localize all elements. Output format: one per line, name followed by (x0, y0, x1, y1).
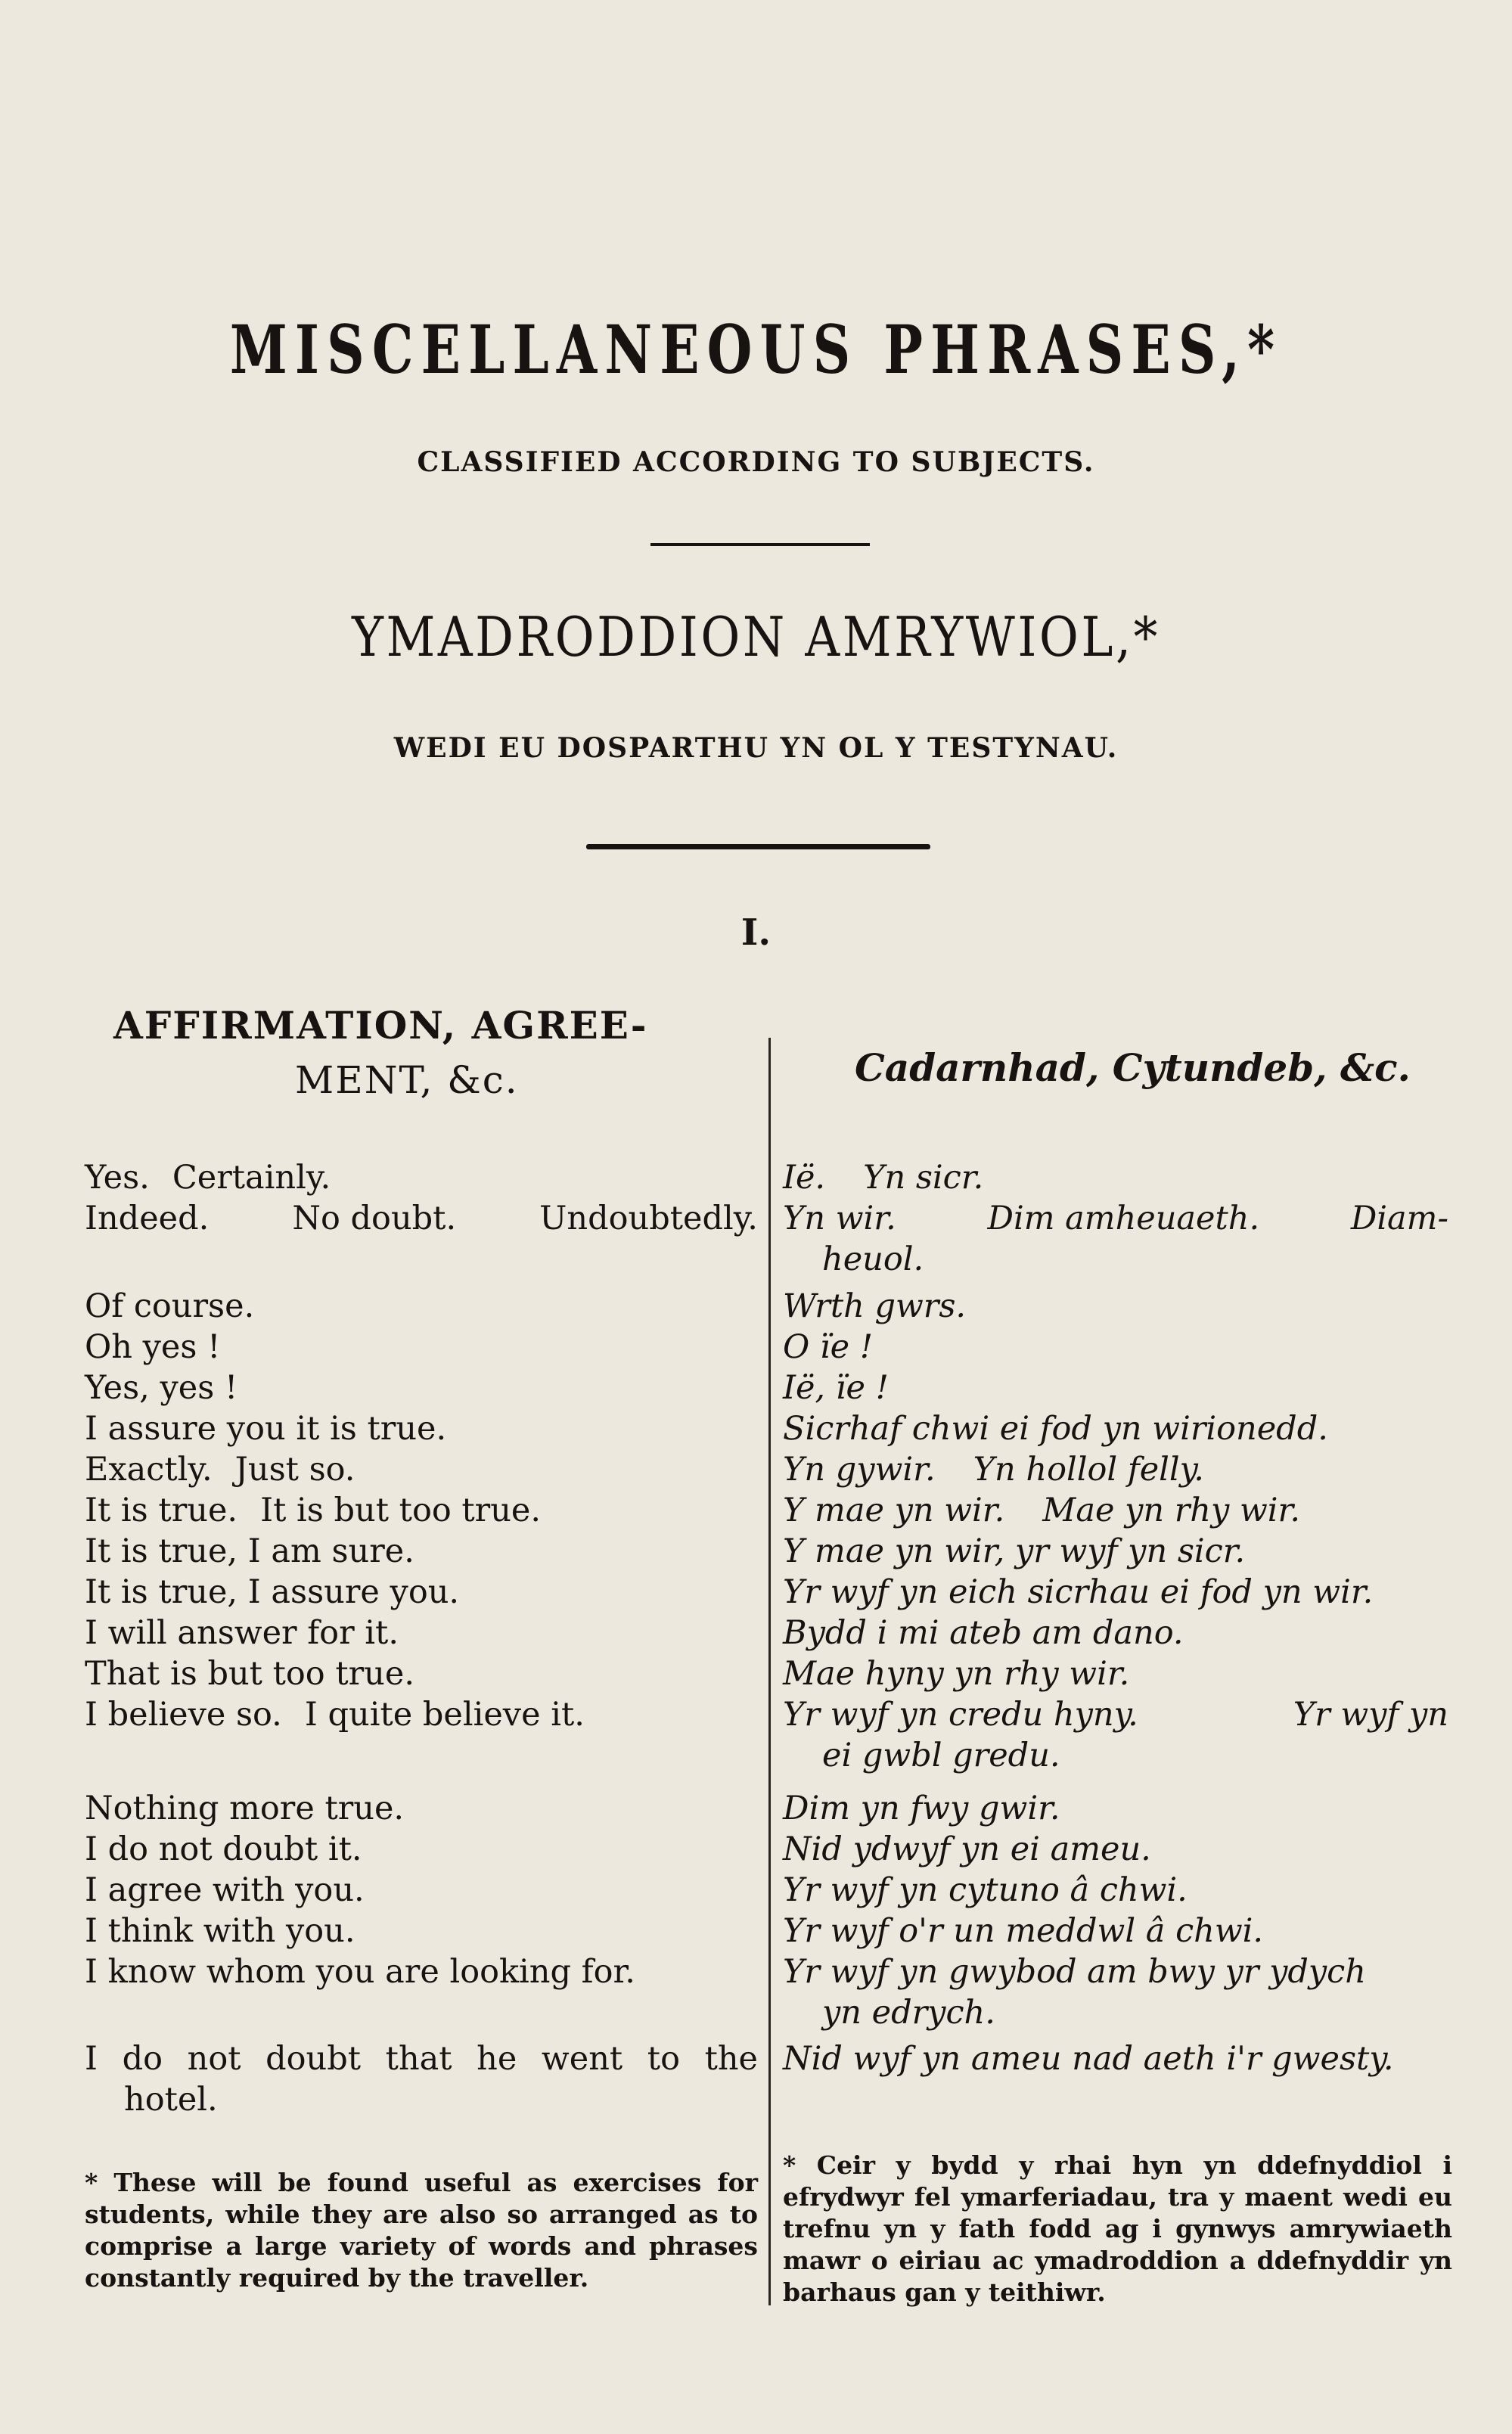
phrase-cy: Nid wyf yn ameu nad aeth i'r gwesty. (783, 2040, 1394, 2078)
phrase-cy: Bydd i mi ateb am dano. (783, 1614, 1184, 1652)
phrase-cy: Dim yn fwy gwir. (783, 1790, 1060, 1827)
phrase-cy: Yr wyf yn credu hyny. Yr wyf yn (783, 1696, 1448, 1734)
phrase-cy: Yr wyf yn gwybod am bwy yr ydych (783, 1953, 1366, 1991)
phrase-en: I assure you it is true. (85, 1410, 447, 1448)
phrase-cy-continuation: heuol. (822, 1240, 924, 1278)
phrase-en: I do not doubt it. (85, 1830, 362, 1868)
section-heading-english (113, 998, 749, 1107)
phrase-en: Indeed. No doubt. Undoubtedly. (85, 1200, 758, 1237)
heading-en-line2: MENT, &c. (295, 1058, 519, 1102)
section-divider (586, 844, 930, 849)
phrase-cy: Yr wyf o'r un meddwl â chwi. (783, 1912, 1264, 1950)
phrase-cy: Sicrhaf chwi ei fod yn wirionedd. (783, 1410, 1328, 1448)
phrase-en: Nothing more true. (85, 1790, 405, 1827)
phrase-cy: Yn wir. Dim amheuaeth. Diam- (783, 1200, 1448, 1237)
phrase-cy-continuation: ei gwbl gredu. (822, 1737, 1060, 1774)
phrase-cy: Iё. Yn sicr. (783, 1159, 984, 1197)
phrase-cy: Nid ydwyf yn ei ameu. (783, 1830, 1151, 1868)
phrase-en: Yes, yes ! (85, 1369, 238, 1407)
phrase-en: It is true, I am sure. (85, 1532, 414, 1570)
page-subtitle: CLASSIFIED ACCORDING TO SUBJECTS. (417, 446, 1095, 478)
phrase-en: I believe so. I quite believe it. (85, 1696, 585, 1734)
phrase-en: I will answer for it. (85, 1614, 399, 1652)
phrase-en: It is true. It is but too true. (85, 1492, 542, 1529)
phrase-cy: Y mae yn wir. Mae yn rhy wir. (783, 1492, 1301, 1529)
phrase-cy-continuation: yn edrych. (822, 1994, 995, 2032)
phrase-en: I agree with you. (85, 1871, 365, 1909)
section-heading-welsh: Cadarnhad, Cytundeb, &c. (855, 1045, 1411, 1090)
phrase-en: Yes. Certainly. (85, 1159, 331, 1197)
phrase-en: I do not doubt that he went to the (85, 2040, 758, 2078)
page-title: MISCELLANEOUS PHRASES,* (229, 310, 1283, 389)
phrase-cy: Y mae yn wir, yr wyf yn sicr. (783, 1532, 1246, 1570)
phrase-en: Of course. (85, 1287, 255, 1325)
phrase-cy: O ïe ! (783, 1328, 874, 1366)
phrase-en: Exactly. Just so. (85, 1451, 355, 1489)
title-divider (650, 543, 870, 546)
phrase-cy: Wrth gwrs. (783, 1287, 967, 1325)
phrase-en-continuation: hotel. (124, 2081, 218, 2119)
phrase-cy: Yr wyf yn eich sicrhau ei fod yn wir. (783, 1573, 1374, 1611)
phrase-cy: Yr wyf yn cytuno â chwi. (783, 1871, 1188, 1909)
footnote-welsh: * Ceir y bydd y rhai hyn yn ddefnyddiol i efrydwyr fel ymarferiadau, tra y maent wedi eu trefnu yn y fath fodd ag i gynwys amrywiaeth mawr o eiriau ac ymadroddion a ddefnyddir yn barhaus gan y teithiwr. (783, 2150, 1452, 2307)
phrase-en: I know whom you are looking for. (85, 1953, 635, 1991)
phrase-cy: Iё, ïe ! (783, 1369, 889, 1407)
phrase-en: I think with you. (85, 1912, 355, 1950)
welsh-title: YMADRODDION AMRYWIOL,* (352, 605, 1160, 669)
phrase-en: That is but too true. (85, 1655, 414, 1693)
phrase-cy: Mae hyny yn rhy wir. (783, 1655, 1130, 1693)
footnote-english: * These will be found useful as exercises for students, while they are also so arranged as to comprise a large variety of words and phrases constantly required by the traveller. (85, 2168, 758, 2293)
welsh-subtitle: WEDI EU DOSPARTHU YN OL Y TESTYNAU. (393, 732, 1119, 764)
phrase-en: Oh yes ! (85, 1328, 221, 1366)
phrase-en: It is true, I assure you. (85, 1573, 460, 1611)
section-number: I. (740, 911, 772, 954)
heading-en-line1: AFFIRMATION, AGREE- (113, 1003, 648, 1048)
phrase-cy: Yn gywir. Yn hollol felly. (783, 1451, 1204, 1489)
